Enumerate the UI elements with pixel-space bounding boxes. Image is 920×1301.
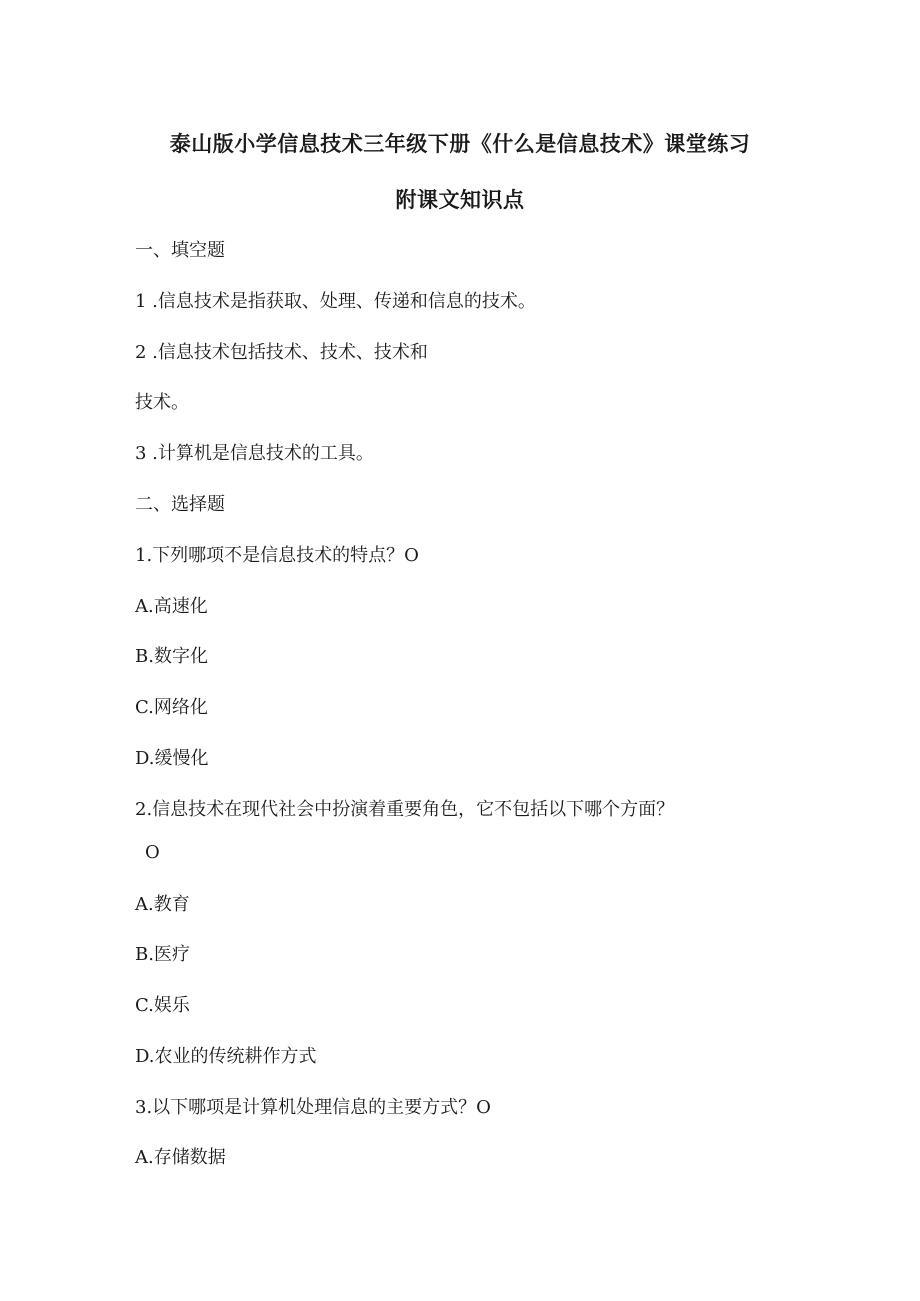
choice-question-1-option-d: D.缓慢化	[135, 748, 209, 769]
choice-question-2-option-c: C.娱乐	[135, 995, 190, 1016]
section-heading-fill-blank: 一、填空题	[135, 240, 225, 261]
choice-question-2-stem: 2.信息技术在现代社会中扮演着重要角色，它不包括以下哪个方面？	[135, 799, 675, 820]
choice-question-2-stem-continued: O	[145, 842, 160, 863]
document-subtitle: 附课文知识点	[395, 188, 525, 212]
choice-question-3-option-a: A.存储数据	[135, 1147, 226, 1168]
choice-question-1-option-a: A.高速化	[135, 596, 208, 617]
fill-blank-question-2-continued: 技术。	[135, 392, 189, 413]
choice-question-1-stem: 1.下列哪项不是信息技术的特点？O	[135, 545, 419, 566]
choice-question-2-option-b: B.医疗	[135, 944, 190, 965]
choice-question-1-option-c: C.网络化	[135, 697, 208, 718]
choice-question-2-option-d: D.农业的传统耕作方式	[135, 1046, 317, 1067]
fill-blank-question-1: 1 .信息技术是指获取、处理、传递和信息的技术。	[135, 291, 536, 312]
choice-question-2-option-a: A.教育	[135, 894, 190, 915]
choice-question-1-option-b: B.数字化	[135, 646, 208, 667]
document-title: 泰山版小学信息技术三年级下册《什么是信息技术》课堂练习	[169, 132, 751, 156]
section-heading-multiple-choice: 二、选择题	[135, 494, 225, 515]
choice-question-3-stem: 3.以下哪项是计算机处理信息的主要方式？O	[135, 1097, 491, 1118]
fill-blank-question-3: 3 .计算机是信息技术的工具。	[135, 443, 374, 464]
fill-blank-question-2: 2 .信息技术包括技术、技术、技术和	[135, 342, 428, 363]
